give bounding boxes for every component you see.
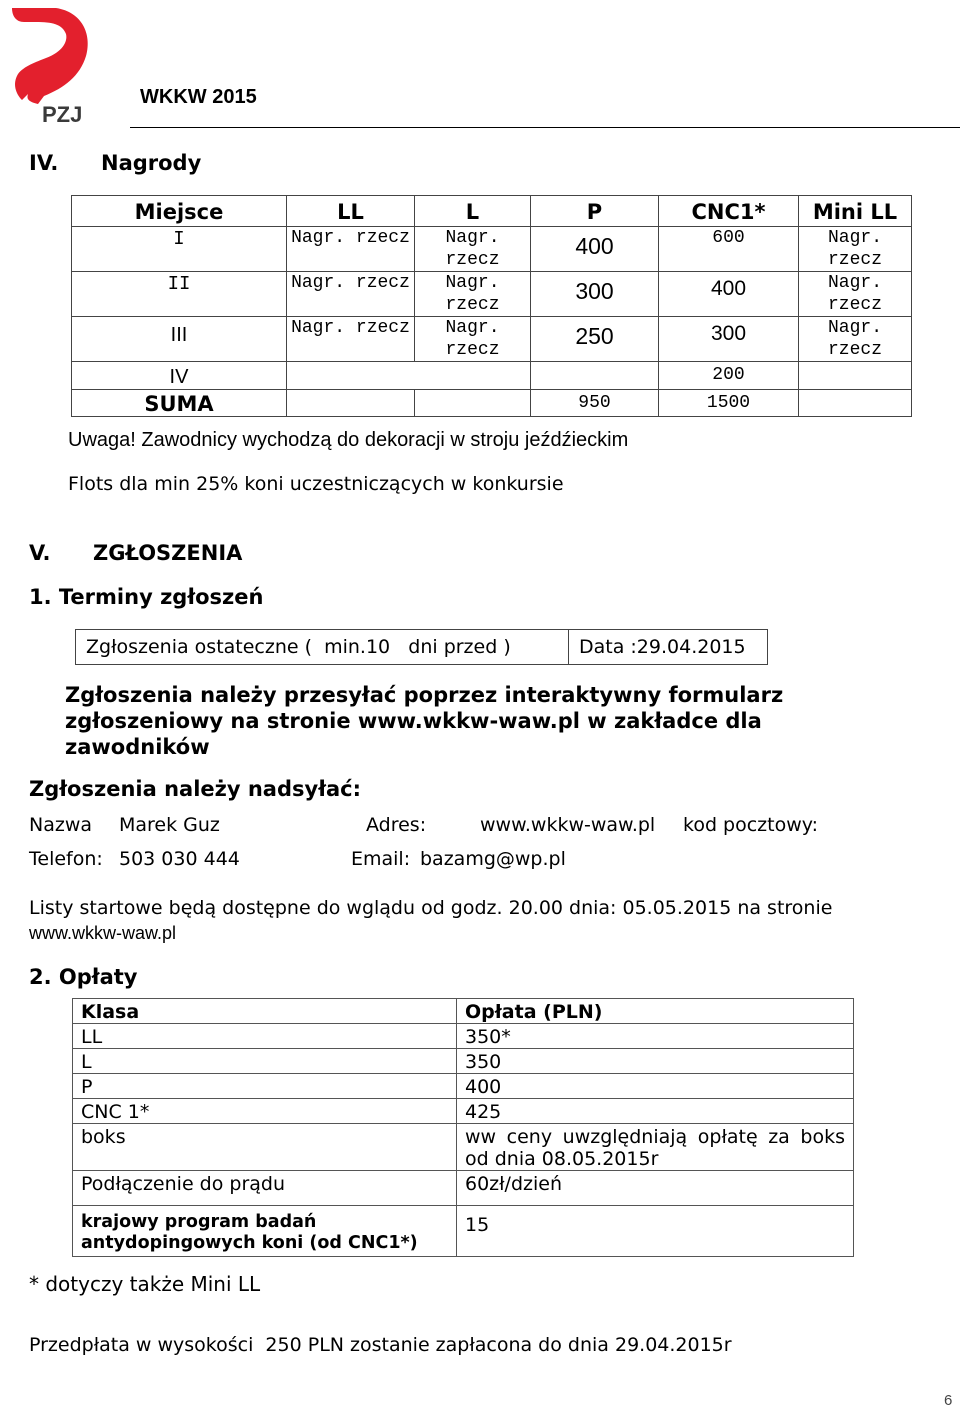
start-lists-link[interactable]: www.wkkw-waw.pl xyxy=(29,923,177,943)
postcode-label: kod pocztowy: xyxy=(683,814,819,836)
prizes-header-row xyxy=(72,196,912,227)
pzj-logo xyxy=(6,4,92,126)
place-cell: I xyxy=(72,227,287,272)
prize-cell: 300 xyxy=(531,272,659,317)
header-cell: P xyxy=(531,196,659,227)
contact-phone: 503 030 444 xyxy=(119,848,240,870)
empty-cell xyxy=(287,362,531,390)
phone-label: Telefon: xyxy=(29,848,103,870)
prize-cell: Nagr. rzecz xyxy=(799,272,912,317)
fee-cell: ww ceny uwzględniają opłatę za boks od dnia 08.05.2015r xyxy=(457,1124,854,1171)
prize-cell: Nagr. rzecz xyxy=(415,317,531,362)
fees-header-row xyxy=(73,999,854,1024)
page-number: 6 xyxy=(944,1392,953,1409)
form-note: Zgłoszenia należy przesyłać poprzez interaktywny formularz zgłoszeniowy na stronie www.wkkw-waw.pl w zakładce dla zawodników xyxy=(65,683,784,759)
empty-cell xyxy=(531,362,659,390)
prize-cell: Nagr. rzecz xyxy=(799,317,912,362)
document-title: WKKW 2015 xyxy=(140,86,257,108)
table-row xyxy=(72,227,912,272)
table-row xyxy=(73,1124,854,1171)
table-row xyxy=(73,1206,854,1257)
name-label: Nazwa xyxy=(29,814,93,836)
uwaga-note: Uwaga! Zawodnicy wychodzą do dekoracji w stroju jeźdźieckim xyxy=(68,429,629,451)
header-cell: LL xyxy=(287,196,415,227)
prize-cell: Nagr. rzecz xyxy=(799,227,912,272)
svg-text:PZJ: PZJ xyxy=(42,102,83,126)
section-v-title: ZGŁOSZENIA xyxy=(93,541,243,565)
empty-cell xyxy=(415,390,531,417)
address-label: Adres: xyxy=(366,814,427,836)
fee-cell: 350* xyxy=(457,1024,854,1049)
flots-note: Flots dla min 25% koni uczestniczących w konkursie xyxy=(68,473,564,495)
deadline-box xyxy=(75,629,768,665)
fee-cell: 425 xyxy=(457,1099,854,1124)
prizes-table xyxy=(71,195,912,417)
prepayment-note: Przedpłata w wysokości 250 PLN zostanie zapłacona do dnia 29.04.2015r xyxy=(29,1334,732,1356)
prize-cell: Nagr. rzecz xyxy=(287,272,415,317)
class-cell: LL xyxy=(73,1024,457,1049)
fee-cell: 15 xyxy=(457,1206,854,1257)
prize-cell: 250 xyxy=(531,317,659,362)
header-cell: Opłata (PLN) xyxy=(457,999,854,1024)
class-cell: Podłączenie do prądu xyxy=(73,1171,457,1206)
email-label: Email: xyxy=(351,848,411,870)
section-v-number: V. xyxy=(29,541,51,565)
table-row xyxy=(72,317,912,362)
prize-cell: 600 xyxy=(659,227,799,272)
fee-cell: 400 xyxy=(457,1074,854,1099)
prize-cell: Nagr. rzecz xyxy=(287,317,415,362)
table-row xyxy=(73,1074,854,1099)
prize-cell: Nagr. rzecz xyxy=(415,227,531,272)
contact-heading: Zgłoszenia należy nadsyłać: xyxy=(29,777,362,801)
place-cell: IV xyxy=(72,362,287,390)
table-row xyxy=(73,1171,854,1206)
prize-cell: 400 xyxy=(659,272,799,317)
terms-heading: 1. Terminy zgłoszeń xyxy=(29,585,264,609)
prize-cell: 400 xyxy=(531,227,659,272)
class-cell: CNC 1* xyxy=(73,1099,457,1124)
header-cell: Mini LL xyxy=(799,196,912,227)
section-iv-number: IV. xyxy=(29,151,59,175)
prize-cell: 200 xyxy=(659,362,799,390)
table-row xyxy=(72,390,912,417)
fee-cell: 60zł/dzień xyxy=(457,1171,854,1206)
place-cell: II xyxy=(72,272,287,317)
section-iv-title: Nagrody xyxy=(101,151,202,175)
class-cell: L xyxy=(73,1049,457,1074)
deadline-label: Zgłoszenia ostateczne ( min.10 dni przed ) xyxy=(76,630,569,665)
contact-name: Marek Guz xyxy=(119,814,220,836)
total-label: SUMA xyxy=(72,390,287,417)
address-link[interactable]: www.wkkw-waw.pl xyxy=(480,814,656,836)
total-cell: 950 xyxy=(531,390,659,417)
class-cell: boks xyxy=(73,1124,457,1171)
deadline-date: Data :29.04.2015 xyxy=(569,630,768,665)
table-row xyxy=(72,362,912,390)
fee-cell: 350 xyxy=(457,1049,854,1074)
header-cell: L xyxy=(415,196,531,227)
table-row xyxy=(73,1049,854,1074)
header-cell: CNC1* xyxy=(659,196,799,227)
prize-cell: Nagr. rzecz xyxy=(415,272,531,317)
total-cell: 1500 xyxy=(659,390,799,417)
empty-cell xyxy=(799,390,912,417)
class-cell: P xyxy=(73,1074,457,1099)
table-row xyxy=(73,1024,854,1049)
header-cell: Miejsce xyxy=(72,196,287,227)
fees-table xyxy=(72,998,854,1257)
header-cell: Klasa xyxy=(73,999,457,1024)
header-divider xyxy=(130,127,960,128)
table-row xyxy=(72,272,912,317)
class-cell: krajowy program badań antydopingowych koni (od CNC1*) xyxy=(73,1206,457,1257)
empty-cell xyxy=(287,390,415,417)
prize-cell: Nagr. rzecz xyxy=(287,227,415,272)
place-cell: III xyxy=(72,317,287,362)
empty-cell xyxy=(799,362,912,390)
start-lists-text: Listy startowe będą dostępne do wglądu od godz. 20.00 dnia: 05.05.2015 na stronie xyxy=(29,897,833,919)
contact-email[interactable]: bazamg@wp.pl xyxy=(420,848,566,870)
table-row xyxy=(73,1099,854,1124)
fees-heading: 2. Opłaty xyxy=(29,965,138,989)
prize-cell: 300 xyxy=(659,317,799,362)
footnote: * dotyczy także Mini LL xyxy=(29,1272,261,1296)
